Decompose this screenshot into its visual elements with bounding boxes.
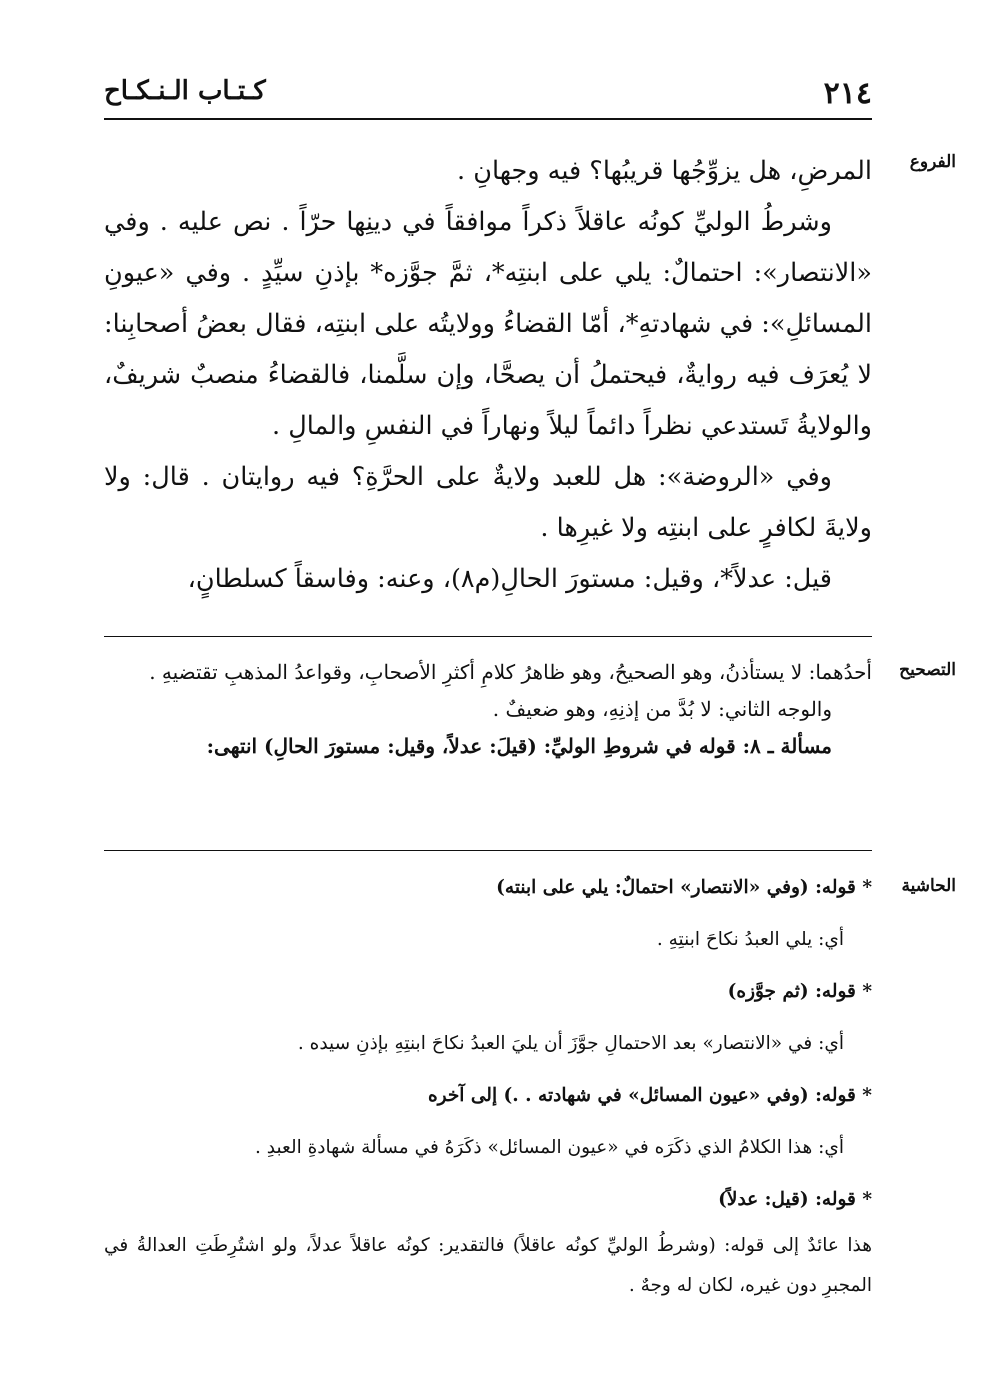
tashih-paragraph: مسألة ـ ٨: قوله في شروطِ الوليِّ: (قيلَ: عدلاً، وقيل: مستورَ الحالِ) انتهى: <box>206 734 832 758</box>
hashiya-section <box>104 862 872 1306</box>
tashih-paragraph: والوجه الثاني: لا بُدَّ من إذنِهِ، وهو ضعيفٌ . <box>492 697 832 721</box>
hashiya-note: أي: هذا الكلامُ الذي ذكَرَه في «عيون المسائل» ذكَرَهُ في مسألة شهادةِ العبدِ . <box>254 1137 844 1158</box>
tashih-paragraph: أحدُهما: لا يستأذنُ، وهو الصحيحُ، وهو ظاهرُ كلامِ أكثرِ الأصحابِ، وقواعدُ المذهبِ تقتضيهِ . <box>149 660 872 684</box>
hashiya-note: أي: يلي العبدُ نكاحَ ابنتِهِ . <box>656 929 844 950</box>
header-rule <box>104 118 872 120</box>
section-divider <box>104 636 872 637</box>
furu-label: الفروع <box>909 152 956 172</box>
hashiya-label: الحاشية <box>901 876 956 896</box>
furu-paragraph: قيل: عدلاً*، وقيل: مستورَ الحالِ(م٨)، وعنه: وفاسقاً كسلطانٍ، <box>187 564 832 594</box>
furu-paragraph: المرضِ، هل يزوِّجُها قريبُها؟ فيه وجهانِ . <box>457 156 872 186</box>
hashiya-quote: * قوله: (وفي «عيون المسائل» في شهادته . .) إلى آخره <box>427 1085 872 1106</box>
section-divider <box>104 850 872 851</box>
hashiya-note: أي: في «الانتصار» بعد الاحتمالِ جوَّزَ أن يليَ العبدُ نكاحَ ابنتِهِ بإذنِ سيده . <box>297 1033 844 1054</box>
furu-paragraph: وفي «الروضة»: هل للعبد ولايةٌ على الحرَّةِ؟ فيه روايتان . قال: ولا ولايةَ لكافرٍ على ابنتِه ولا غيرِها . <box>104 462 872 543</box>
hashiya-quote: * قوله: (وفي «الانتصار» احتمالٌ: يلي على ابنته) <box>496 877 872 898</box>
furu-paragraph: وشرطُ الوليِّ كونُه عاقلاً ذكراً موافقاً في دينِها حرّاً . نص عليه . وفي «الانتصار»: احتمالٌ: يلي على ابنتِه*، ثمَّ جوَّزه* بإذنِ سيِّدٍ . وفي «عيونِ المسائلِ»: في شهادتهِ*، أمّا القضاءُ وولايتُه على ابنتِه، فقال بعضُ أصحابِنا: لا يُعرَف فيه روايةٌ، فيحتملُ أن يصحَّا، وإن سلَّمنا، فالقضاءُ منصبٌ شريفٌ، والولايةُ تَستدعي نظراً دائماً ليلاً ونهاراً في النفسِ والمالِ . <box>104 207 872 441</box>
page-number: ٢١٤ <box>823 76 872 111</box>
hashiya-quote: * قوله: (قيل: عدلاً) <box>718 1189 872 1210</box>
page-header <box>104 70 872 116</box>
tashih-label: التصحيح <box>899 660 956 680</box>
furu-section <box>104 146 872 605</box>
tashih-section <box>104 654 872 765</box>
running-title: كـتـاب الـنـكـاح <box>104 76 266 106</box>
hashiya-note: هذا عائدٌ إلى قوله: (وشرطُ الوليِّ كونُه عاقلاً) فالتقدير: كونُه عاقلاً عدلاً، ولو اشتُرِطَتِ العدالةُ في المجبرِ دون غيره، لكان له وجهٌ . <box>104 1235 872 1296</box>
hashiya-quote: * قوله: (ثم جوَّزه) <box>727 981 872 1002</box>
